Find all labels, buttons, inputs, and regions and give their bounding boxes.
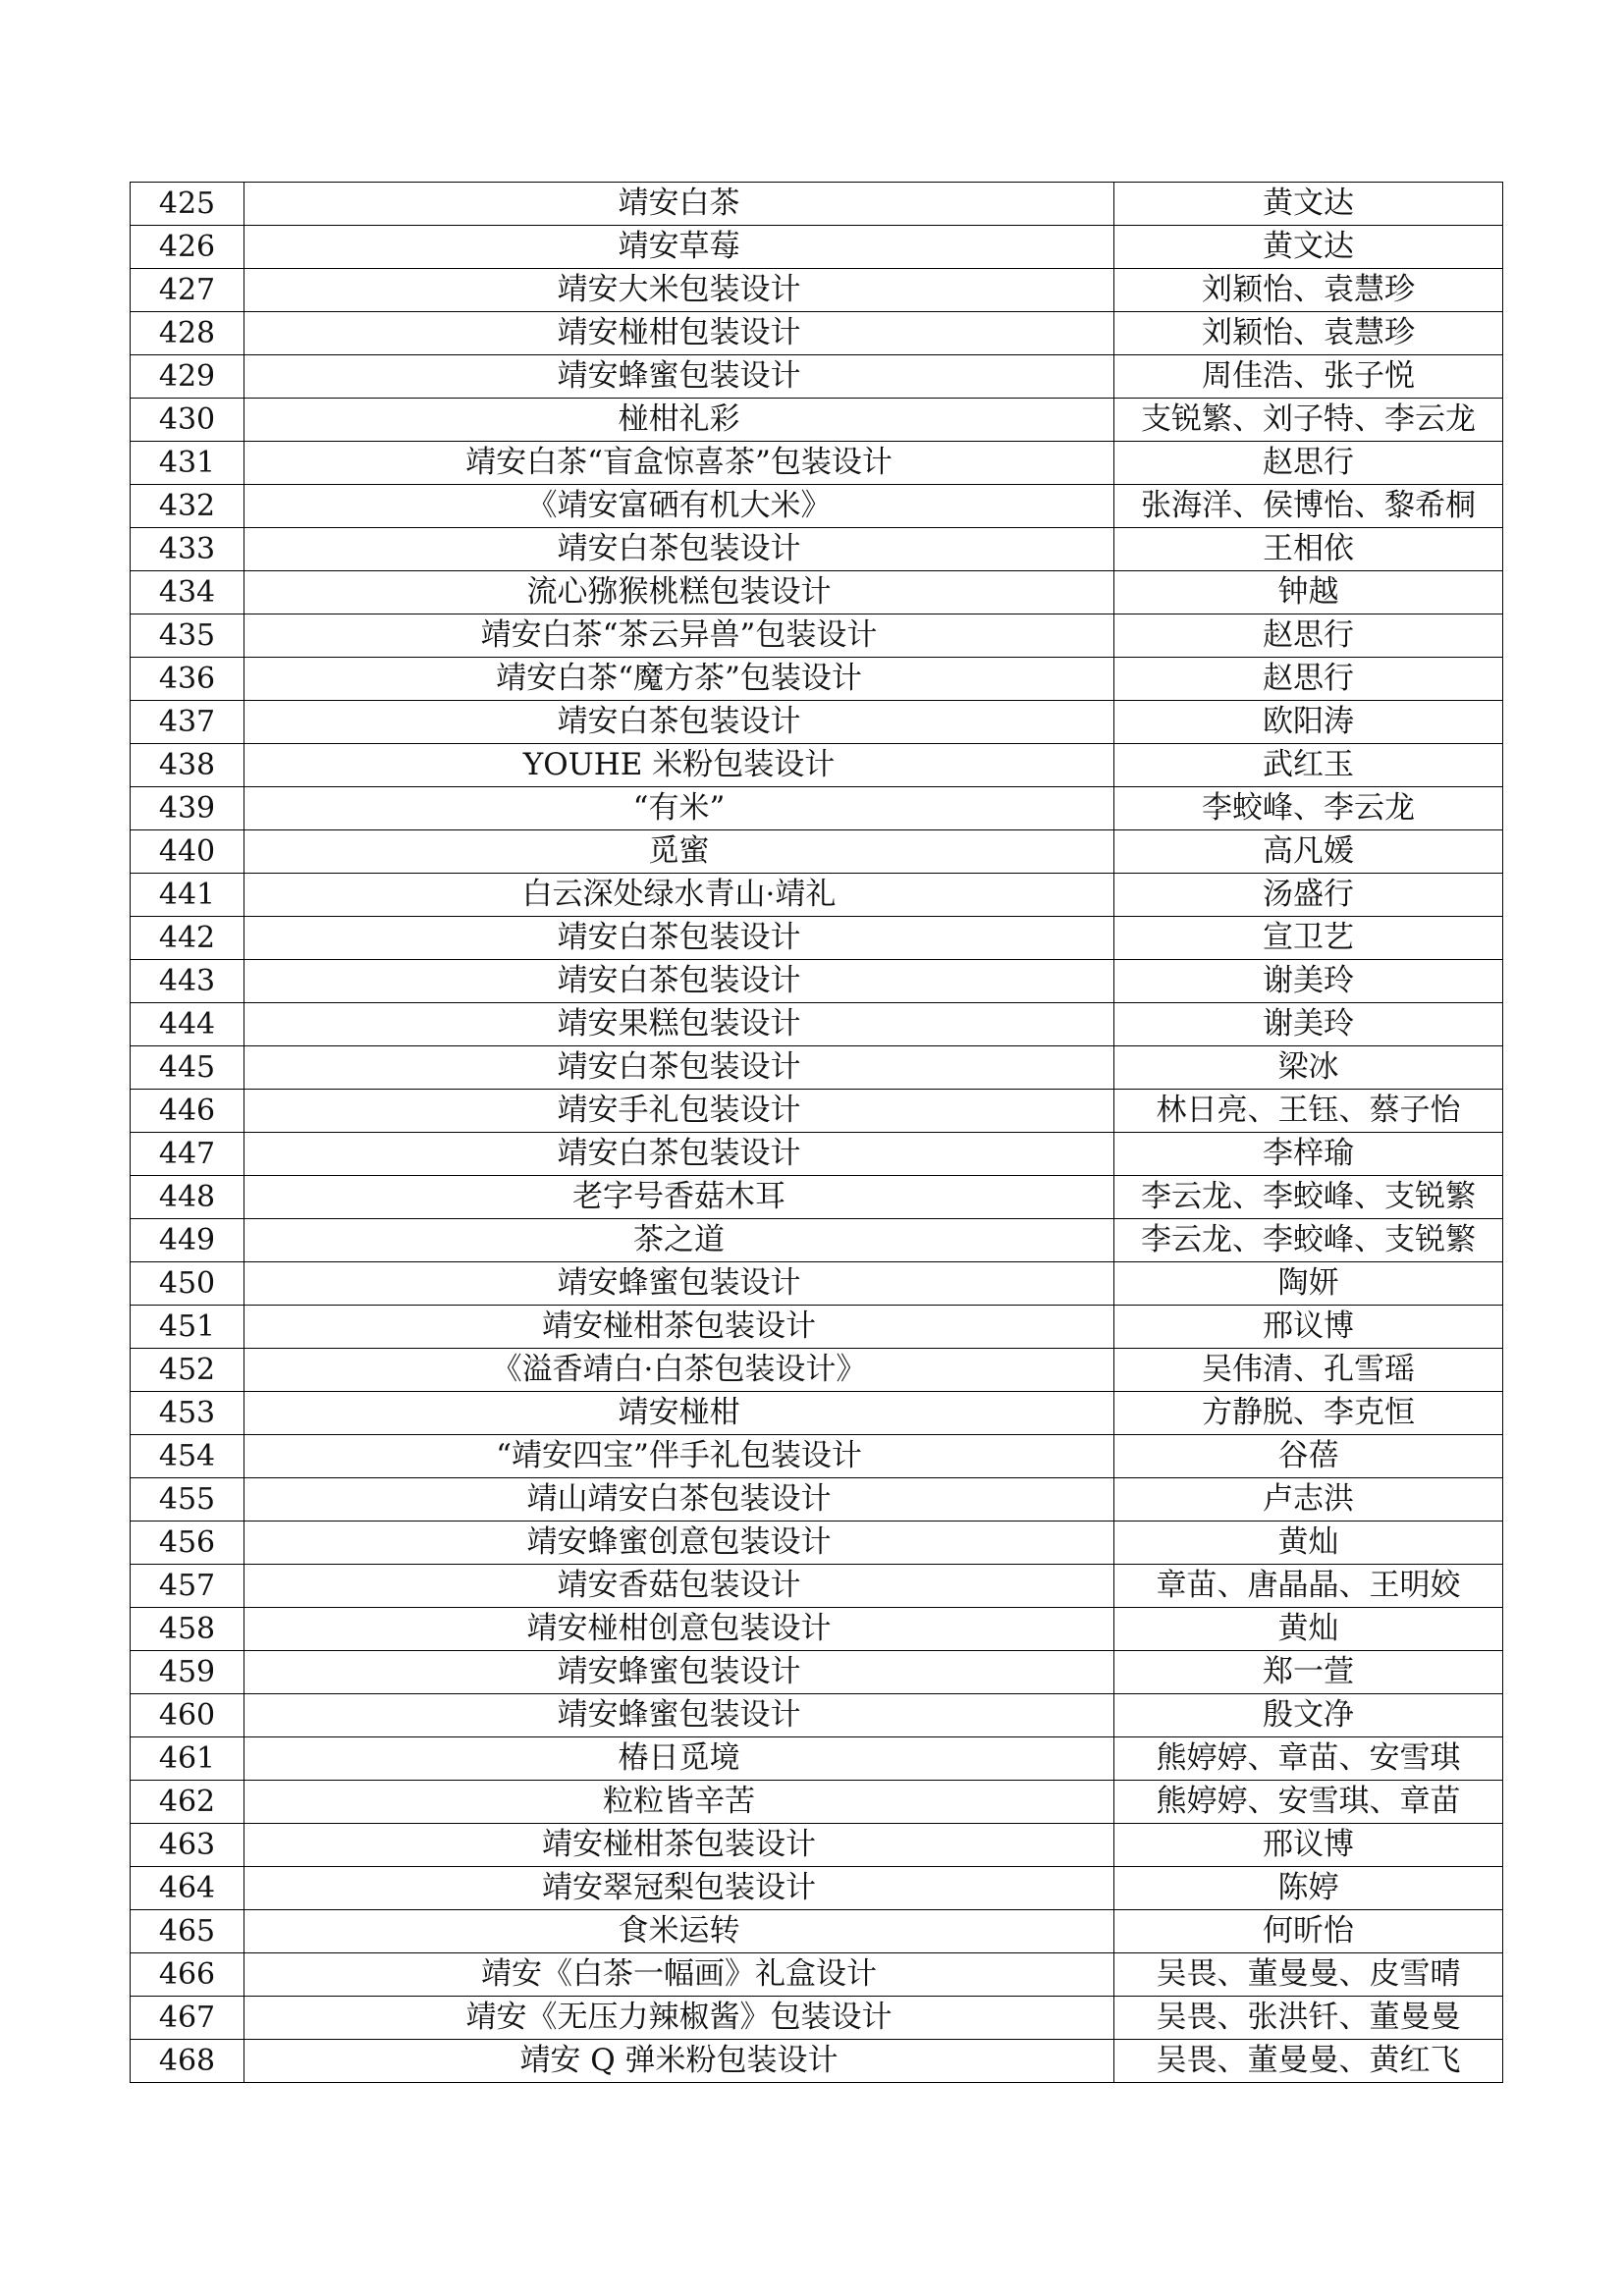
entry-authors: 李云龙、李蛟峰、支锐繁	[1114, 1176, 1503, 1219]
entry-title: 靖安椪柑创意包装设计	[244, 1608, 1114, 1651]
row-number: 438	[131, 744, 244, 787]
table-row	[131, 1565, 1503, 1608]
entry-title: 靖安白茶“盲盒惊喜茶”包装设计	[244, 442, 1114, 485]
table-row	[131, 874, 1503, 917]
entry-authors: 黄文达	[1114, 226, 1503, 269]
entry-authors: 王相依	[1114, 528, 1503, 571]
table-row	[131, 701, 1503, 744]
row-number: 447	[131, 1133, 244, 1176]
entry-title: YOUHE 米粉包装设计	[244, 744, 1114, 787]
table-body	[131, 183, 1503, 2083]
table-row	[131, 312, 1503, 355]
entry-title: 靖安白茶包装设计	[244, 917, 1114, 960]
entry-authors: 欧阳涛	[1114, 701, 1503, 744]
row-number: 434	[131, 571, 244, 614]
row-number: 455	[131, 1478, 244, 1522]
row-number: 441	[131, 874, 244, 917]
row-number: 446	[131, 1090, 244, 1133]
entry-authors: 邢议博	[1114, 1824, 1503, 1867]
entry-authors: 殷文净	[1114, 1694, 1503, 1737]
entry-title: 靖山靖安白茶包装设计	[244, 1478, 1114, 1522]
row-number: 464	[131, 1867, 244, 1910]
entry-authors: 郑一萱	[1114, 1651, 1503, 1694]
table-row	[131, 528, 1503, 571]
entry-title: 靖安椪柑	[244, 1392, 1114, 1435]
table-row	[131, 1176, 1503, 1219]
table-row	[131, 1651, 1503, 1694]
table-row	[131, 1694, 1503, 1737]
entry-title: 觅蜜	[244, 830, 1114, 874]
table-row	[131, 442, 1503, 485]
entry-authors: 刘颖怡、袁慧珍	[1114, 269, 1503, 312]
table-row	[131, 1133, 1503, 1176]
entry-authors: 宣卫艺	[1114, 917, 1503, 960]
table-row	[131, 1953, 1503, 1997]
row-number: 435	[131, 614, 244, 658]
table-row	[131, 1608, 1503, 1651]
entry-authors: 谢美玲	[1114, 960, 1503, 1003]
entry-authors: 赵思行	[1114, 442, 1503, 485]
table-row	[131, 269, 1503, 312]
table-row	[131, 787, 1503, 830]
entry-authors: 吴畏、董曼曼、皮雪晴	[1114, 1953, 1503, 1997]
entry-title: 靖安白茶包装设计	[244, 528, 1114, 571]
entry-title: 靖安白茶“魔方茶”包装设计	[244, 658, 1114, 701]
entries-table-container	[130, 182, 1502, 2083]
entry-authors: 刘颖怡、袁慧珍	[1114, 312, 1503, 355]
row-number: 436	[131, 658, 244, 701]
row-number: 429	[131, 355, 244, 399]
row-number: 445	[131, 1046, 244, 1090]
entry-title: 靖安白茶包装设计	[244, 1046, 1114, 1090]
entry-title: 流心猕猴桃糕包装设计	[244, 571, 1114, 614]
table-row	[131, 1262, 1503, 1306]
row-number: 443	[131, 960, 244, 1003]
table-row	[131, 917, 1503, 960]
entry-title: 《溢香靖白·白茶包装设计》	[244, 1349, 1114, 1392]
row-number: 466	[131, 1953, 244, 1997]
entry-title: 靖安椪柑茶包装设计	[244, 1306, 1114, 1349]
table-row	[131, 485, 1503, 528]
entry-authors: 谢美玲	[1114, 1003, 1503, 1046]
table-row	[131, 399, 1503, 442]
entry-authors: 赵思行	[1114, 658, 1503, 701]
entry-title: 靖安椪柑茶包装设计	[244, 1824, 1114, 1867]
entry-title: 靖安手礼包装设计	[244, 1090, 1114, 1133]
table-row	[131, 571, 1503, 614]
entry-title: 《靖安富硒有机大米》	[244, 485, 1114, 528]
entry-title: 靖安白茶	[244, 183, 1114, 226]
entry-authors: 武红玉	[1114, 744, 1503, 787]
entry-title: 粒粒皆辛苦	[244, 1781, 1114, 1824]
entry-title: 靖安椪柑包装设计	[244, 312, 1114, 355]
entry-authors: 周佳浩、张子悦	[1114, 355, 1503, 399]
entry-title: 白云深处绿水青山·靖礼	[244, 874, 1114, 917]
table-row	[131, 1392, 1503, 1435]
entry-authors: 支锐繁、刘子特、李云龙	[1114, 399, 1503, 442]
table-row	[131, 1046, 1503, 1090]
entry-authors: 黄文达	[1114, 183, 1503, 226]
entry-title: 老字号香菇木耳	[244, 1176, 1114, 1219]
entry-title: 靖安白茶包装设计	[244, 701, 1114, 744]
row-number: 433	[131, 528, 244, 571]
entry-authors: 林日亮、王钰、蔡子怡	[1114, 1090, 1503, 1133]
entry-authors: 钟越	[1114, 571, 1503, 614]
row-number: 452	[131, 1349, 244, 1392]
table-row	[131, 744, 1503, 787]
entry-title: 靖安蜂蜜包装设计	[244, 355, 1114, 399]
entry-authors: 何昕怡	[1114, 1910, 1503, 1953]
table-row	[131, 355, 1503, 399]
row-number: 430	[131, 399, 244, 442]
row-number: 453	[131, 1392, 244, 1435]
row-number: 463	[131, 1824, 244, 1867]
entry-authors: 邢议博	[1114, 1306, 1503, 1349]
row-number: 426	[131, 226, 244, 269]
entry-title: 靖安草莓	[244, 226, 1114, 269]
table-row	[131, 226, 1503, 269]
entry-title: 靖安香菇包装设计	[244, 1565, 1114, 1608]
row-number: 467	[131, 1997, 244, 2040]
entry-authors: 陈婷	[1114, 1867, 1503, 1910]
table-row	[131, 1910, 1503, 1953]
table-row	[131, 830, 1503, 874]
entry-title: 椿日觅境	[244, 1737, 1114, 1781]
row-number: 465	[131, 1910, 244, 1953]
row-number: 459	[131, 1651, 244, 1694]
entry-authors: 熊婷婷、章苗、安雪琪	[1114, 1737, 1503, 1781]
table-row	[131, 1867, 1503, 1910]
row-number: 442	[131, 917, 244, 960]
entry-authors: 高凡媛	[1114, 830, 1503, 874]
entry-authors: 谷蓓	[1114, 1435, 1503, 1478]
entry-title: 靖安白茶“茶云异兽”包装设计	[244, 614, 1114, 658]
table-row	[131, 1306, 1503, 1349]
row-number: 451	[131, 1306, 244, 1349]
entry-authors: 陶妍	[1114, 1262, 1503, 1306]
table-row	[131, 1781, 1503, 1824]
entry-authors: 章苗、唐晶晶、王明姣	[1114, 1565, 1503, 1608]
table-row	[131, 658, 1503, 701]
entry-title: “靖安四宝”伴手礼包装设计	[244, 1435, 1114, 1478]
row-number: 425	[131, 183, 244, 226]
entry-title: 靖安《无压力辣椒酱》包装设计	[244, 1997, 1114, 2040]
row-number: 448	[131, 1176, 244, 1219]
table-row	[131, 1349, 1503, 1392]
entry-authors: 赵思行	[1114, 614, 1503, 658]
entry-title: 靖安《白茶一幅画》礼盒设计	[244, 1953, 1114, 1997]
table-row	[131, 1478, 1503, 1522]
row-number: 450	[131, 1262, 244, 1306]
row-number: 458	[131, 1608, 244, 1651]
entry-title: 靖安果糕包装设计	[244, 1003, 1114, 1046]
row-number: 444	[131, 1003, 244, 1046]
row-number: 457	[131, 1565, 244, 1608]
table-row	[131, 183, 1503, 226]
row-number: 461	[131, 1737, 244, 1781]
row-number: 440	[131, 830, 244, 874]
entry-authors: 黄灿	[1114, 1522, 1503, 1565]
row-number: 437	[131, 701, 244, 744]
row-number: 468	[131, 2040, 244, 2083]
entry-authors: 熊婷婷、安雪琪、章苗	[1114, 1781, 1503, 1824]
entry-title: 靖安大米包装设计	[244, 269, 1114, 312]
row-number: 454	[131, 1435, 244, 1478]
entry-authors: 张海洋、侯博怡、黎希桐	[1114, 485, 1503, 528]
entry-authors: 吴畏、张洪钎、董曼曼	[1114, 1997, 1503, 2040]
entry-title: 靖安蜂蜜包装设计	[244, 1694, 1114, 1737]
entry-authors: 吴伟清、孔雪瑶	[1114, 1349, 1503, 1392]
table-row	[131, 1997, 1503, 2040]
entry-title: 靖安蜂蜜包装设计	[244, 1651, 1114, 1694]
table-row	[131, 960, 1503, 1003]
row-number: 462	[131, 1781, 244, 1824]
entry-title: 茶之道	[244, 1219, 1114, 1262]
row-number: 428	[131, 312, 244, 355]
entry-authors: 李梓瑜	[1114, 1133, 1503, 1176]
entries-table	[130, 182, 1503, 2083]
entry-authors: 李蛟峰、李云龙	[1114, 787, 1503, 830]
entry-title: 靖安白茶包装设计	[244, 960, 1114, 1003]
table-row	[131, 1219, 1503, 1262]
entry-authors: 李云龙、李蛟峰、支锐繁	[1114, 1219, 1503, 1262]
table-row	[131, 1737, 1503, 1781]
row-number: 432	[131, 485, 244, 528]
table-row	[131, 1003, 1503, 1046]
row-number: 427	[131, 269, 244, 312]
entry-title: 靖安 Q 弹米粉包装设计	[244, 2040, 1114, 2083]
table-row	[131, 1522, 1503, 1565]
entry-authors: 吴畏、董曼曼、黄红飞	[1114, 2040, 1503, 2083]
table-row	[131, 1435, 1503, 1478]
entry-authors: 卢志洪	[1114, 1478, 1503, 1522]
entry-title: “有米”	[244, 787, 1114, 830]
entry-title: 食米运转	[244, 1910, 1114, 1953]
row-number: 456	[131, 1522, 244, 1565]
row-number: 439	[131, 787, 244, 830]
entry-authors: 方静脱、李克恒	[1114, 1392, 1503, 1435]
row-number: 431	[131, 442, 244, 485]
entry-title: 靖安蜂蜜包装设计	[244, 1262, 1114, 1306]
row-number: 460	[131, 1694, 244, 1737]
entry-authors: 梁冰	[1114, 1046, 1503, 1090]
table-row	[131, 1824, 1503, 1867]
table-row	[131, 1090, 1503, 1133]
row-number: 449	[131, 1219, 244, 1262]
entry-title: 椪柑礼彩	[244, 399, 1114, 442]
table-row	[131, 614, 1503, 658]
entry-authors: 汤盛行	[1114, 874, 1503, 917]
entry-title: 靖安蜂蜜创意包装设计	[244, 1522, 1114, 1565]
entry-authors: 黄灿	[1114, 1608, 1503, 1651]
table-row	[131, 2040, 1503, 2083]
entry-title: 靖安白茶包装设计	[244, 1133, 1114, 1176]
entry-title: 靖安翠冠梨包装设计	[244, 1867, 1114, 1910]
